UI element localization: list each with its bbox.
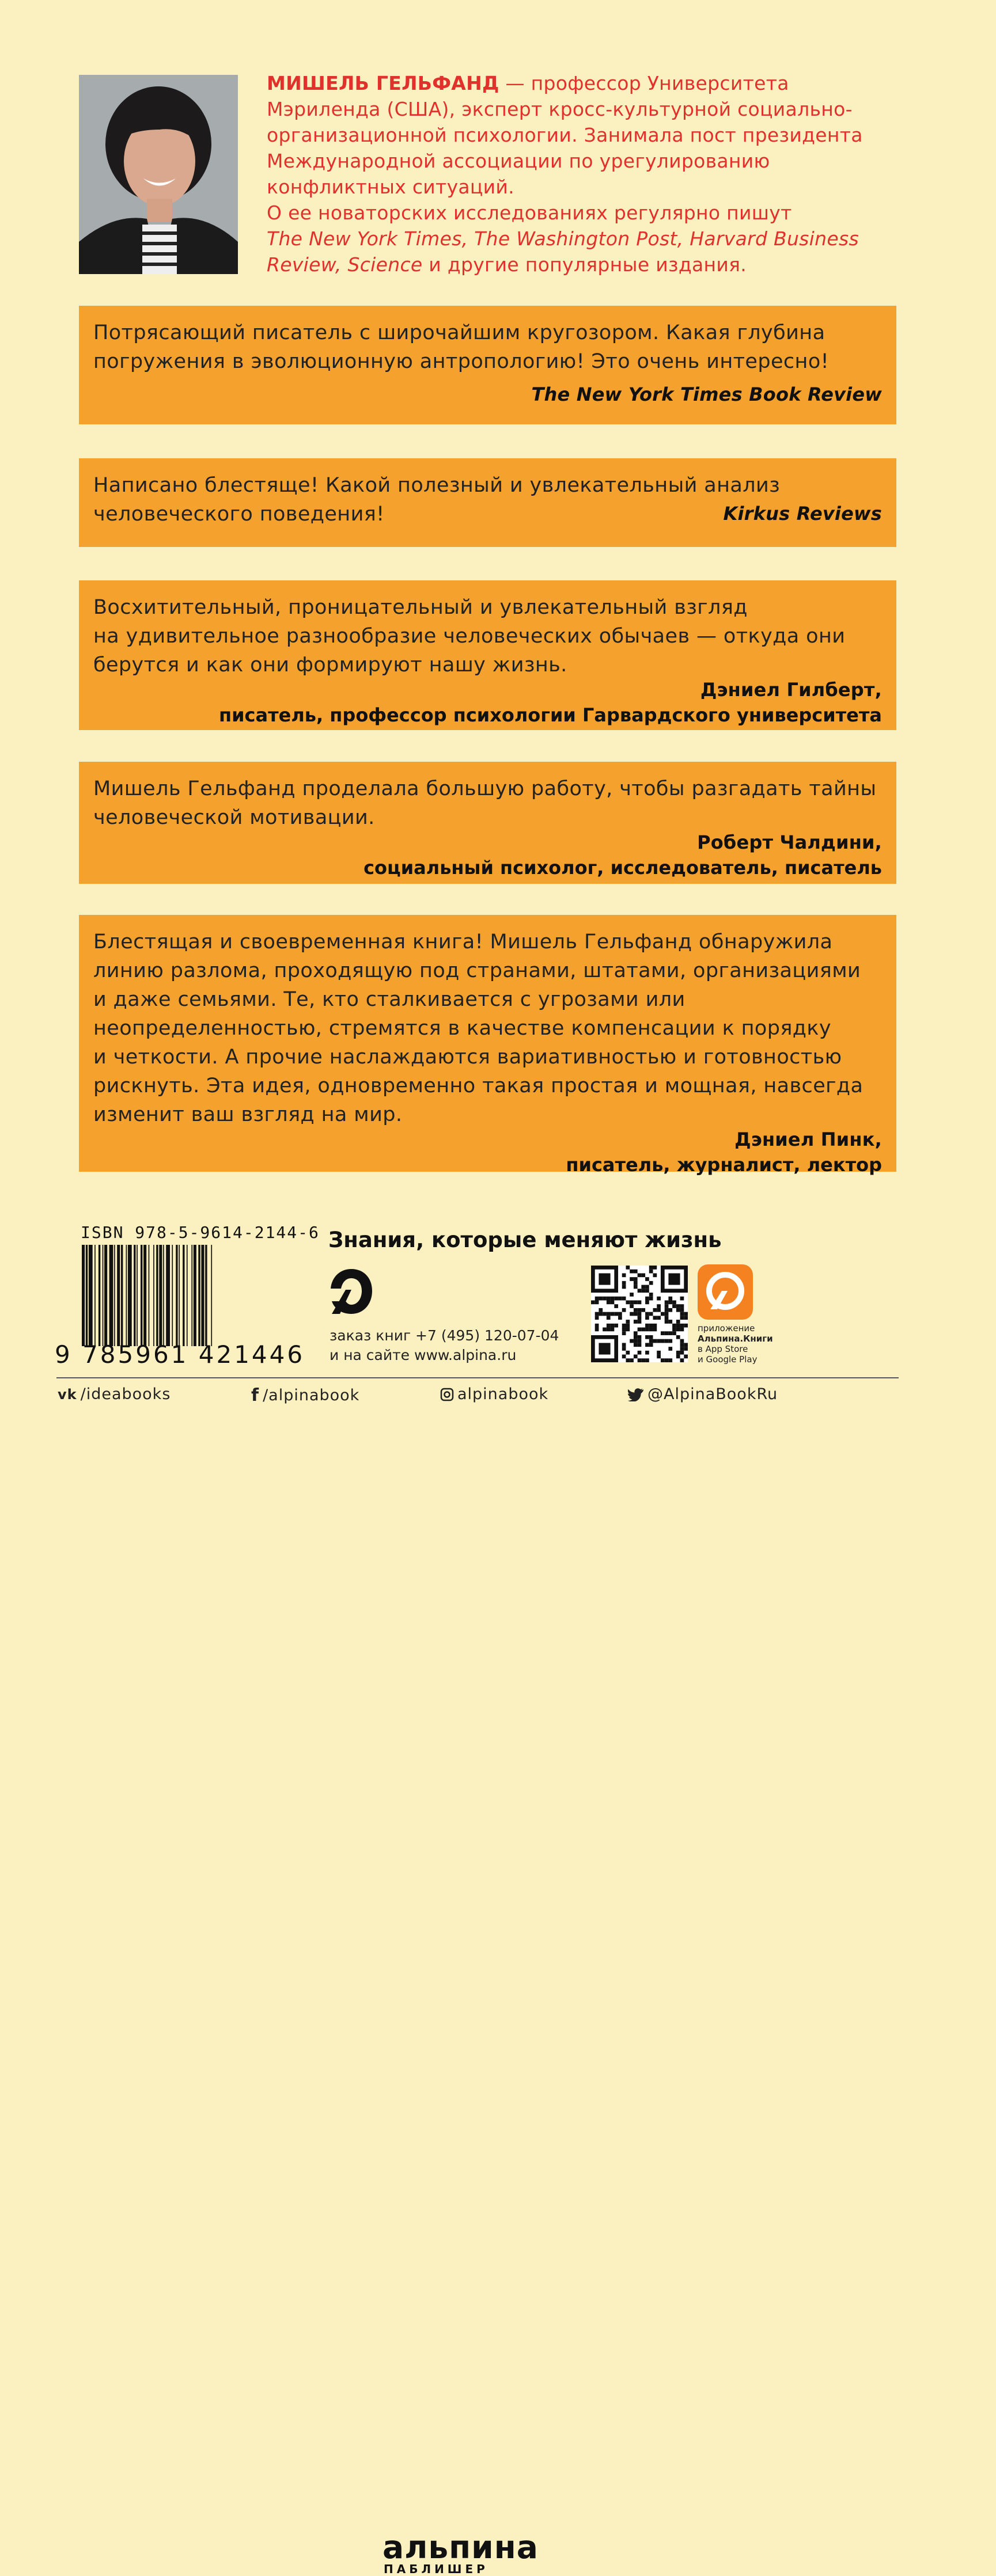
qr-module <box>680 1351 684 1355</box>
qr-finder-core <box>668 1273 680 1285</box>
barcode-bar <box>205 1245 207 1346</box>
barcode-bar <box>149 1245 150 1346</box>
review-box-3 <box>79 580 896 730</box>
author-photo <box>79 75 238 274</box>
qr-module <box>626 1351 630 1355</box>
qr-module <box>614 1312 618 1316</box>
qr-module <box>649 1270 653 1274</box>
barcode-bar <box>183 1245 184 1346</box>
qr-module <box>638 1289 642 1293</box>
qr-module <box>645 1343 649 1347</box>
qr-module <box>661 1339 665 1343</box>
qr-module <box>684 1324 688 1328</box>
app-icon[interactable] <box>698 1264 753 1320</box>
qr-module <box>676 1351 680 1355</box>
qr-module <box>657 1316 661 1320</box>
qr-module <box>649 1281 653 1285</box>
qr-module <box>595 1312 599 1316</box>
review-source-desc: писатель, профессор психологии Гарвардского университета <box>218 704 882 726</box>
qr-module <box>622 1281 626 1285</box>
qr-module <box>622 1328 626 1332</box>
qr-module <box>668 1300 672 1304</box>
barcode-bar <box>191 1245 192 1346</box>
qr-module <box>668 1320 672 1324</box>
qr-module <box>649 1339 653 1343</box>
qr-module <box>680 1297 684 1301</box>
qr-module <box>626 1324 630 1328</box>
qr-module <box>649 1324 653 1328</box>
qr-module <box>680 1308 684 1312</box>
qr-module <box>641 1308 645 1312</box>
qr-module <box>649 1335 653 1339</box>
qr-module <box>665 1331 669 1335</box>
qr-module <box>676 1308 680 1312</box>
qr-module <box>611 1324 615 1328</box>
barcode-bar <box>166 1245 170 1346</box>
qr-module <box>672 1328 676 1332</box>
qr-module <box>638 1312 642 1316</box>
qr-module <box>634 1335 638 1339</box>
review-source: Дэниел Пинк, <box>734 1129 882 1150</box>
qr-module <box>676 1328 680 1332</box>
qr-module <box>638 1351 642 1355</box>
qr-module <box>645 1285 649 1289</box>
qr-module <box>684 1347 688 1351</box>
qr-module <box>611 1312 615 1316</box>
qr-module <box>649 1293 653 1297</box>
qr-module <box>676 1355 680 1359</box>
qr-module <box>684 1316 688 1320</box>
barcode-bar <box>134 1245 135 1346</box>
qr-module <box>626 1266 630 1270</box>
barcode-bar <box>128 1245 132 1346</box>
qr-module <box>680 1328 684 1332</box>
facebook-icon: f <box>251 1385 260 1405</box>
qr-module <box>645 1351 649 1355</box>
review-box-1 <box>79 306 896 424</box>
order-info <box>330 1326 559 1365</box>
review-text: Потрясающий писатель с широчайшим кругозором. Какая глубина погружения в эволюционную антропологию! Это очень интересно! <box>93 321 830 373</box>
qr-module <box>676 1320 680 1324</box>
alpina-app-icon <box>698 1264 753 1320</box>
qr-module <box>680 1324 684 1328</box>
qr-module <box>645 1289 649 1293</box>
author-name: МИШЕЛЬ ГЕЛЬФАНД <box>267 72 499 94</box>
qr-module <box>595 1297 599 1301</box>
qr-module <box>665 1300 669 1304</box>
qr-module <box>638 1358 642 1362</box>
qr-module <box>649 1266 653 1270</box>
barcode-bar <box>163 1245 164 1346</box>
qr-module <box>638 1343 642 1347</box>
barcode <box>81 1245 295 1346</box>
barcode-bar <box>94 1245 96 1346</box>
review-text: Блестящая и своевременная книга! Мишель Гельфанд обнаружила линию разлома, проходящую под странами, штатами, организациями и даже семьями. Те, кто сталкивается с угрозами или неопределенностью, стремятся в качестве компенсации к порядку и четкости. А прочие наслаждаются вариативностью и готовностью рискнуть. Эта идея, одновременно такая простая и мощная, навсегда изменит ваш взгляд на мир. <box>93 930 864 1126</box>
qr-module <box>607 1316 611 1320</box>
qr-module <box>638 1300 642 1304</box>
qr-module <box>599 1312 603 1316</box>
qr-module <box>665 1308 669 1312</box>
review-box-4 <box>79 762 896 884</box>
qr-module <box>638 1335 642 1339</box>
qr-module <box>653 1324 657 1328</box>
qr-module <box>676 1335 680 1339</box>
bio-line-4: Международной ассоциации по урегулированию <box>267 150 770 172</box>
qr-module <box>653 1328 657 1332</box>
qr-module <box>668 1339 672 1343</box>
qr-module <box>634 1270 638 1274</box>
qr-module <box>641 1328 645 1332</box>
qr-module <box>657 1304 661 1308</box>
qr-module <box>622 1347 626 1351</box>
qr-module <box>649 1328 653 1332</box>
qr-module <box>680 1312 684 1316</box>
qr-module <box>645 1277 649 1281</box>
barcode-digits: 9 785961 421446 <box>55 1340 305 1369</box>
qr-module <box>668 1331 672 1335</box>
qr-module <box>638 1316 642 1320</box>
footer-divider <box>56 1377 899 1378</box>
qr-module <box>645 1324 649 1328</box>
review-box-5 <box>79 915 896 1176</box>
publisher-sub: ПАБЛИШЕР <box>384 2562 488 2576</box>
review-source: Дэниел Гилберт, <box>700 679 882 701</box>
bio-line-1: МИШЕЛЬ ГЕЛЬФАНД — профессор Университета <box>267 72 789 94</box>
qr-module <box>614 1297 618 1301</box>
author-portrait-illustration <box>79 75 238 274</box>
qr-module <box>653 1339 657 1343</box>
review-text: Восхитительный, проницательный и увлекательный взгляд на удивительное разнообразие человеческих обычаев — откуда они берутся и как они формируют нашу жизнь. <box>93 596 846 677</box>
qr-module <box>618 1312 622 1316</box>
barcode-bar <box>176 1245 177 1346</box>
qr-module <box>614 1324 618 1328</box>
bio-line-8: Review, Science и другие популярные издания. <box>267 253 747 276</box>
qr-module <box>595 1300 599 1304</box>
qr-module <box>672 1331 676 1335</box>
barcode-bar <box>86 1245 88 1346</box>
qr-module <box>630 1300 634 1304</box>
qr-module <box>618 1297 622 1301</box>
barcode-bar <box>82 1245 85 1346</box>
barcode-bar <box>198 1245 200 1346</box>
social-instagram[interactable]: alpinabook <box>440 1385 548 1403</box>
qr-module <box>634 1320 638 1324</box>
qr-module <box>680 1304 684 1308</box>
barcode-bar <box>126 1245 127 1346</box>
qr-module <box>607 1297 611 1301</box>
qr-module <box>622 1331 626 1335</box>
qr-module <box>653 1316 657 1320</box>
barcode-bar <box>103 1245 104 1346</box>
qr-module <box>668 1297 672 1301</box>
barcode-bar <box>121 1245 123 1346</box>
qr-module <box>645 1300 649 1304</box>
review-source-desc: писатель, журналист, лектор <box>566 1154 882 1176</box>
qr-module <box>649 1297 653 1301</box>
qr-module <box>622 1297 626 1301</box>
qr-module <box>603 1328 607 1332</box>
qr-module <box>603 1297 607 1301</box>
social-facebook[interactable]: f /alpinabook <box>251 1385 360 1405</box>
isbn-label: ISBN 978-5-9614-2144-6 <box>81 1223 320 1242</box>
qr-module <box>611 1328 615 1332</box>
qr-module <box>684 1312 688 1316</box>
order-phone: заказ книг +7 (495) 120-07-04 <box>330 1327 559 1344</box>
qr-module <box>634 1331 638 1335</box>
qr-module <box>622 1324 626 1328</box>
qr-module <box>626 1358 630 1362</box>
qr-module <box>672 1300 676 1304</box>
review-source: Kirkus Reviews <box>723 503 882 525</box>
review-source-desc: социальный психолог, исследователь, писатель <box>363 857 882 879</box>
qr-module <box>657 1351 661 1355</box>
vk-icon: vk <box>58 1386 77 1403</box>
qr-module <box>622 1343 626 1347</box>
qr-module <box>595 1316 599 1320</box>
qr-module <box>607 1324 611 1328</box>
barcode-bar <box>194 1245 196 1346</box>
barcode-bar <box>172 1245 173 1346</box>
qr-module <box>630 1339 634 1343</box>
qr-module <box>680 1343 684 1347</box>
social-twitter[interactable]: @AlpinaBookRu <box>628 1385 778 1403</box>
qr-module <box>638 1339 642 1343</box>
qr-module <box>634 1343 638 1347</box>
tagline: Знания, которые меняют жизнь <box>328 1228 722 1252</box>
qr-module <box>638 1328 642 1332</box>
qr-module <box>649 1312 653 1316</box>
barcode-bar <box>153 1245 154 1346</box>
qr-module <box>653 1273 657 1277</box>
barcode-bar <box>99 1245 100 1346</box>
qr-module <box>645 1312 649 1316</box>
qr-module <box>622 1285 626 1289</box>
qr-module <box>676 1324 680 1328</box>
bio-line-3: организационной психологии. Занимала пост президента <box>267 124 863 146</box>
qr-module <box>645 1358 649 1362</box>
qr-module <box>657 1355 661 1359</box>
qr-module <box>665 1312 669 1316</box>
qr-module <box>634 1308 638 1312</box>
review-text: Мишель Гельфанд проделала большую работу, чтобы разгадать тайны человеческой мотивации. <box>93 777 877 829</box>
qr-module <box>668 1308 672 1312</box>
qr-module <box>653 1308 657 1312</box>
qr-module <box>645 1335 649 1339</box>
qr-module <box>634 1285 638 1289</box>
qr-module <box>680 1339 684 1343</box>
qr-module <box>618 1316 622 1320</box>
qr-module <box>626 1300 630 1304</box>
qr-module <box>680 1358 684 1362</box>
qr-module <box>626 1320 630 1324</box>
qr-module <box>634 1355 638 1359</box>
qr-module <box>645 1328 649 1332</box>
qr-module <box>622 1273 626 1277</box>
qr-module <box>638 1273 642 1277</box>
qr-module <box>684 1355 688 1359</box>
qr-module <box>634 1312 638 1316</box>
bio-line-2: Мэриленда (США), эксперт кросс-культурной социально- <box>267 98 853 120</box>
qr-module <box>591 1300 595 1304</box>
qr-module <box>665 1358 669 1362</box>
qr-module <box>599 1297 603 1301</box>
qr-finder-core <box>599 1273 610 1285</box>
qr-module <box>641 1289 645 1293</box>
qr-module <box>672 1304 676 1308</box>
qr-module <box>630 1304 634 1308</box>
qr-module <box>599 1308 603 1312</box>
publisher-name: альпина <box>383 2529 539 2566</box>
qr-module <box>649 1343 653 1347</box>
qr-module <box>641 1285 645 1289</box>
social-vk[interactable]: vk /ideabooks <box>58 1385 171 1403</box>
qr-code[interactable] <box>591 1266 688 1362</box>
qr-module <box>665 1339 669 1343</box>
barcode-bar <box>143 1245 146 1346</box>
bio-line-6: О ее новаторских исследованиях регулярно пишут <box>267 202 792 224</box>
barcode-bar <box>109 1245 113 1346</box>
qr-module <box>638 1308 642 1312</box>
barcode-bar <box>117 1245 120 1346</box>
qr-module <box>634 1281 638 1285</box>
qr-module <box>665 1304 669 1308</box>
qr-module <box>603 1312 607 1316</box>
qr-module <box>622 1355 626 1359</box>
qr-module <box>672 1324 676 1328</box>
app-caption: приложение Альпина.Книги в App Store и Google Play <box>698 1323 773 1365</box>
qr-module <box>665 1320 669 1324</box>
qr-module <box>614 1304 618 1308</box>
qr-module <box>680 1347 684 1351</box>
barcode-bar <box>104 1245 107 1346</box>
qr-module <box>634 1300 638 1304</box>
barcode-bar <box>211 1245 212 1346</box>
qr-module <box>595 1328 599 1332</box>
qr-module <box>611 1300 615 1304</box>
qr-module <box>595 1324 599 1328</box>
qr-module <box>645 1316 649 1320</box>
barcode-bar <box>137 1245 138 1346</box>
qr-module <box>607 1328 611 1332</box>
review-source: The New York Times Book Review <box>531 383 882 405</box>
qr-module <box>657 1297 661 1301</box>
qr-module <box>630 1270 634 1274</box>
qr-module <box>661 1331 665 1335</box>
qr-module <box>661 1312 665 1316</box>
barcode-bar <box>89 1245 93 1346</box>
review-box-2 <box>79 458 896 547</box>
qr-module <box>645 1297 649 1301</box>
instagram-icon <box>440 1388 454 1401</box>
qr-module <box>630 1312 634 1316</box>
qr-module <box>622 1308 626 1312</box>
qr-module <box>684 1343 688 1347</box>
review-text: Написано блестяще! Какой полезный и увлекательный анализ человеческого поведения! <box>93 474 781 526</box>
qr-module <box>611 1297 615 1301</box>
twitter-icon <box>628 1388 644 1401</box>
alpina-logo-icon <box>328 1267 374 1316</box>
qr-module <box>657 1339 661 1343</box>
barcode-bar <box>141 1245 142 1346</box>
qr-module <box>641 1358 645 1362</box>
qr-module <box>680 1316 684 1320</box>
qr-module <box>626 1328 630 1332</box>
qr-module <box>676 1304 680 1308</box>
bio-line-7: The New York Times, The Washington Post, Harvard Business <box>267 227 859 250</box>
barcode-bar <box>114 1245 115 1346</box>
qr-module <box>607 1312 611 1316</box>
qr-module <box>634 1339 638 1343</box>
qr-module <box>630 1277 634 1281</box>
qr-module <box>630 1358 634 1362</box>
qr-module <box>607 1300 611 1304</box>
qr-module <box>657 1308 661 1312</box>
qr-module <box>653 1266 657 1270</box>
order-site: и на сайте www.alpina.ru <box>330 1347 517 1363</box>
qr-module <box>641 1273 645 1277</box>
qr-module <box>634 1277 638 1281</box>
author-bio <box>267 70 929 278</box>
review-source: Роберт Чалдини, <box>697 831 882 853</box>
qr-module <box>668 1358 672 1362</box>
barcode-bar <box>179 1245 180 1346</box>
qr-module <box>665 1316 669 1320</box>
qr-module <box>630 1293 634 1297</box>
qr-module <box>638 1320 642 1324</box>
barcode-bar <box>159 1245 162 1346</box>
qr-module <box>661 1358 665 1362</box>
barcode-bar <box>156 1245 158 1346</box>
qr-finder-core <box>599 1343 610 1354</box>
barcode-bar <box>187 1245 188 1346</box>
barcode-bar <box>201 1245 204 1346</box>
qr-module <box>668 1347 672 1351</box>
bio-line-5: конфликтных ситуаций. <box>267 176 514 198</box>
